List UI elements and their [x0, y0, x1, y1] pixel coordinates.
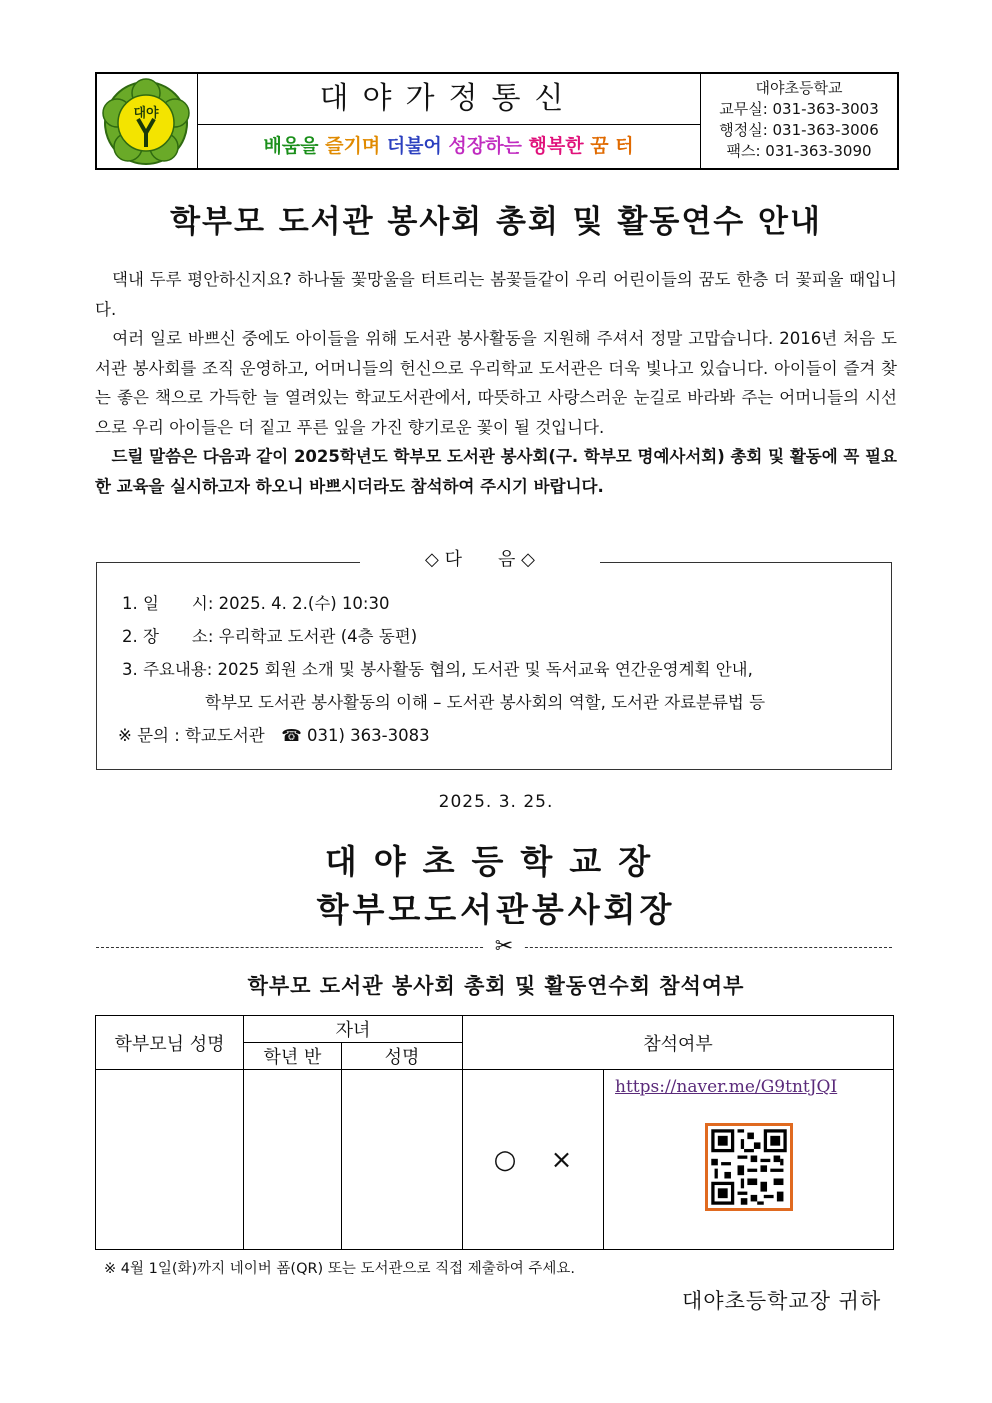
scissors-icon: ✂: [484, 933, 524, 961]
details-heading: ◇ 다 음 ◇: [360, 545, 600, 575]
motto-word: 더불어: [386, 135, 442, 157]
parent-name-field[interactable]: [96, 1070, 244, 1250]
paragraph-thanks: 여러 일로 바쁘신 중에도 아이들을 위해 도서관 봉사활동을 지원해 주셔서 정말 고맙습니다. 2016년 처음 도서관 봉사회를 조직 운영하고, 어머니들의 헌신으로 우리학교 도서관은 더욱 빛나고 있습니다. 아이들이 즐겨 찾는 좋은 책으로 가득한 늘 열려있는 학교도서관에서, 따뜻하고 사랑스러운 눈길로 바라봐 주는 어머니들의 시선으로 우리 아이들은 더 짙고 푸른 잎을 가진 향기로운 꽃이 될 것입니다.: [95, 329, 897, 437]
addressee: 대야초등학교장 귀하: [682, 1289, 882, 1313]
motto-word: 성장하는: [448, 135, 522, 157]
intro-paragraph: [95, 265, 897, 501]
header-grade-class: 학년 반: [244, 1043, 342, 1070]
school-contact: [700, 74, 897, 168]
header-child-name: 성명: [342, 1043, 463, 1070]
document-title: 학부모 도서관 봉사회 총회 및 활동연수 안내: [170, 204, 822, 240]
qr-code-icon[interactable]: [705, 1123, 793, 1211]
svg-text:대야: 대야: [133, 106, 159, 121]
motto-word: 행복한: [528, 135, 584, 157]
motto-word: 즐기며: [325, 135, 381, 157]
attend-yes-mark[interactable]: ○: [493, 1144, 517, 1175]
signature-association: 학부모도서관봉사회장: [316, 890, 676, 929]
motto-word: 배움을: [263, 135, 319, 157]
school-motto: [197, 124, 700, 168]
header-child: 자녀: [244, 1016, 463, 1043]
office-phone: 교무실: 031-363-3003: [719, 100, 879, 118]
header-attendance: 참석여부: [463, 1016, 894, 1070]
signature-principal: 대야초등학교장: [324, 842, 668, 881]
form-link-cell: [604, 1070, 894, 1250]
detail-place: 2. 장 소: 우리학교 도서관 (4층 동편): [122, 627, 418, 646]
detail-contact: ※ 문의 : 학교도서관 ☎ 031) 363-3083: [118, 726, 430, 745]
attend-no-mark[interactable]: ×: [550, 1144, 573, 1175]
child-name-field[interactable]: [342, 1070, 463, 1250]
letterhead: [95, 72, 899, 170]
issue-date: 2025. 3. 25.: [438, 792, 554, 812]
grade-class-field[interactable]: [244, 1070, 342, 1250]
school-logo: [97, 74, 198, 168]
paragraph-greeting: 댁내 두루 평안하신지요? 하나둘 꽃망울을 터트리는 봄꽃들같이 우리 어린이들의 꿈도 한층 더 꽃피울 때입니다.: [95, 270, 897, 319]
detail-content-cont: 학부모 도서관 봉사활동의 이해 – 도서관 봉사회의 역할, 도서관 자료분류법 등: [205, 693, 766, 712]
attendance-table: [95, 1015, 894, 1250]
attendance-choice[interactable]: [463, 1070, 604, 1250]
header-parent-name: 학부모님 성명: [96, 1016, 244, 1070]
admin-phone: 행정실: 031-363-3006: [719, 121, 879, 139]
detail-date: 1. 일 시: 2025. 4. 2.(수) 10:30: [122, 594, 390, 613]
newsletter-title: 대야가정통신: [197, 74, 700, 125]
motto-word: 꿈 터: [590, 135, 634, 157]
submission-note: ※ 4월 1일(화)까지 네이버 폼(QR) 또는 도서관으로 직접 제출하여 주세요.: [104, 1261, 575, 1277]
form-title: 학부모 도서관 봉사회 총회 및 활동연수회 참석여부: [247, 974, 745, 998]
detail-content: 3. 주요내용: 2025 회원 소개 및 봉사활동 협의, 도서관 및 독서교육 연간운영계획 안내,: [122, 660, 753, 679]
form-url-link[interactable]: https://naver.me/G9tntJQI: [615, 1077, 838, 1097]
school-logo-icon: [97, 74, 197, 168]
fax-number: 팩스: 031-363-3090: [726, 142, 872, 160]
school-name: 대야초등학교: [755, 79, 843, 97]
paragraph-request: 드릴 말씀은 다음과 같이 2025학년도 학부모 도서관 봉사회(구. 학부모 명예사서회) 총회 및 활동에 꼭 필요한 교육을 실시하고자 하오니 바쁘시더라도 참석하여 주시기 바랍니다.: [95, 447, 897, 496]
